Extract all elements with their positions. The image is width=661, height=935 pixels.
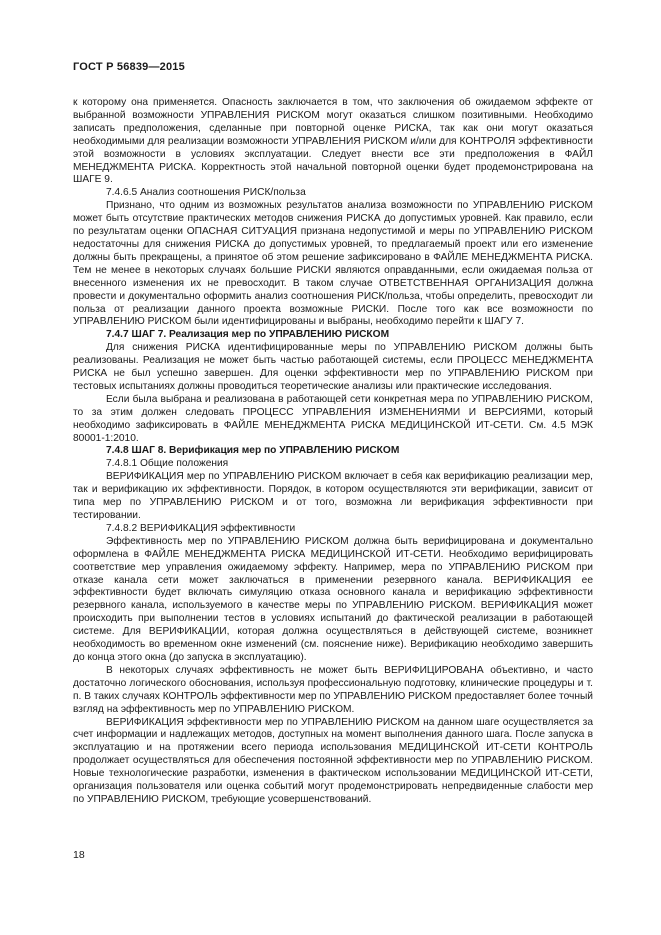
subsection-heading-7-4-8-1: 7.4.8.1 Общие положения: [106, 458, 229, 470]
document-body: [73, 97, 593, 807]
paragraph-change-control: Если была выбрана и реализована в работающей сети конкретная мера по УПРАВЛЕНИЮ РИСКОМ, то за этим должен следовать ПРОЦЕСС УПРАВЛЕНИЯ ИЗМЕНЕНИЯМИ И ВЕРСИЯМИ, который необходимо зафиксировать в ФАЙЛЕ МЕНЕДЖМЕНТА РИСКА МЕДИЦИНСКОЙ ИТ-СЕТИ. См. 4.5 МЭК 80001-1:2010.: [73, 393, 593, 444]
section-heading-7-4-7: 7.4.7 ШАГ 7. Реализация мер по УПРАВЛЕНИЮ РИСКОМ: [106, 329, 390, 341]
paragraph-risk-benefit: Признано, что одним из возможных результатов анализа возможности по УПРАВЛЕНИЮ РИСКОМ может быть отсутствие практических методов снижения РИСКА до допустимых уровней. Как правило, если по результатам оценки ОПАСНАЯ СИТУАЦИЯ признана недопустимой и меры по УПРАВЛЕНИЮ РИСКОМ недостаточны для снижения РИСКА до допустимых уровней, то предлагаемый проект или его изменение должны быть прекращены, а принятое об этом решение зафиксировано в ФАЙЛЕ МЕНЕДЖМЕНТА РИСКА. Тем не менее в некоторых случаях большие РИСКИ являются оправданными, если ожидаемая польза от внесенного изменения их не превосходит. В таком случае ОТВЕТСТВЕННАЯ ОРГАНИЗАЦИЯ должна провести и документально оформить анализ соотношения РИСК/польза, чтобы определить, превосходит ли польза от реализации данного проекта возможные РИСКИ. После того как все возможности по УПРАВЛЕНИЮ РИСКОМ были идентифицированы и выбраны, необходимо перейти к ШАГУ 7.: [73, 200, 593, 328]
section-heading-7-4-8: 7.4.8 ШАГ 8. Верификация мер по УПРАВЛЕНИЮ РИСКОМ: [106, 445, 400, 457]
paragraph-implementation: Для снижения РИСКА идентифицированные меры по УПРАВЛЕНИЮ РИСКОМ должны быть реализованы. Реализация не может быть частью работающей системы, если ПРОЦЕСС МЕНЕДЖМЕНТА РИСКА не был успешно завершен. Для оценки эффективности мер по УПРАВЛЕНИЮ РИСКОМ при тестовых испытаниях должны проводиться теоретические анализы или практические исследования.: [73, 342, 593, 392]
paragraph-effectiveness: Эффективность мер по УПРАВЛЕНИЮ РИСКОМ должна быть верифицирована и документально оформлена в ФАЙЛЕ МЕНЕДЖМЕНТА РИСКА МЕДИЦИНСКОЙ ИТ-СЕТИ. Необходимо верифицировать соответствие мер управления ожидаемому эффекту. Например, мера по УПРАВЛЕНИЮ РИСКОМ при отказе канала сети может заключаться в применении резервного канала. ВЕРИФИКАЦИЯ ее эффективности будет включать симуляцию отказа основного канала и верификацию эффективности резервного канала, используемого в качестве меры по УПРАВЛЕНИЮ РИСКОМ. ВЕРИФИКАЦИЯ может происходить при выполнении тестов в условиях испытаний до фактической реализации в работающей системе. Для ВЕРИФИКАЦИИ, которая должна осуществляться в действующей системе, возникнет необходимость во временном окне изменений (см. пояснение ниже). Верификацию необходимо завершить до конца этого окна (до запуска в эксплуатацию).: [73, 535, 593, 663]
subsection-heading-7-4-8-2: 7.4.8.2 ВЕРИФИКАЦИЯ эффективности: [106, 522, 296, 534]
paragraph-ongoing-control: ВЕРИФИКАЦИЯ эффективности мер по УПРАВЛЕНИЮ РИСКОМ на данном шаге осуществляется за счет информации и надлежащих методов, доступных на момент выполнения данного шага. После запуска в эксплуатацию и на протяжении всего периода использования МЕДИЦИНСКОЙ ИТ-СЕТИ КОНТРОЛЬ продолжает осуществляться для обеспечения постоянной эффективности мер по УПРАВЛЕНИЮ РИСКОМ. Новые технологические разработки, изменения в фактическом использовании МЕДИЦИНСКОЙ ИТ-СЕТИ, организация пользователя или оценка событий могут продемонстрировать непредвиденные слабости мер по УПРАВЛЕНИЮ РИСКОМ, требующие усовершенствований.: [73, 716, 593, 805]
document-header: ГОСТ Р 56839—2015: [73, 61, 185, 73]
paragraph-verification-general: ВЕРИФИКАЦИЯ мер по УПРАВЛЕНИЮ РИСКОМ включает в себя как верификацию реализации мер, так и верификацию их эффективности. Порядок, в котором осуществляются эти верификации, зависит от типа мер по УПРАВЛЕНИЮ РИСКОМ и от того, возможна ли верификация эффективности при тестировании.: [73, 471, 593, 521]
paragraph-continuation: к которому она применяется. Опасность заключается в том, что заключения об ожидаемом эффекте от выбранной возможности УПРАВЛЕНИЯ РИСКОМ могут оказаться слишком позитивными. Необходимо записать предположения, сделанные при повторной оценке РИСКА, так как они могут оказаться необходимыми для реализации возможности УПРАВЛЕНИЯ РИСКОМ и/или для КОНТРОЛЯ эффективности этой возможности в условиях эксплуатации. Следует внести все эти предположения в ФАЙЛ МЕНЕДЖМЕНТА РИСКА. Корректность этой начальной повторной оценки будет продемонстрирована на ШАГЕ 9.: [73, 97, 593, 186]
page-number: 18: [73, 849, 85, 861]
paragraph-objective-verification: В некоторых случаях эффективность не может быть ВЕРИФИЦИРОВАНА объективно, и часто достаточно логического обоснования, используя профессиональную подготовку, клинические процедуры и т. п. В таких случаях КОНТРОЛЬ эффективности мер по УПРАВЛЕНИЮ РИСКОМ предоставляет более точный взгляд на эффективность мер по УПРАВЛЕНИЮ РИСКОМ.: [73, 664, 593, 715]
subsection-heading-7-4-6-5: 7.4.6.5 Анализ соотношения РИСК/польза: [106, 187, 306, 199]
